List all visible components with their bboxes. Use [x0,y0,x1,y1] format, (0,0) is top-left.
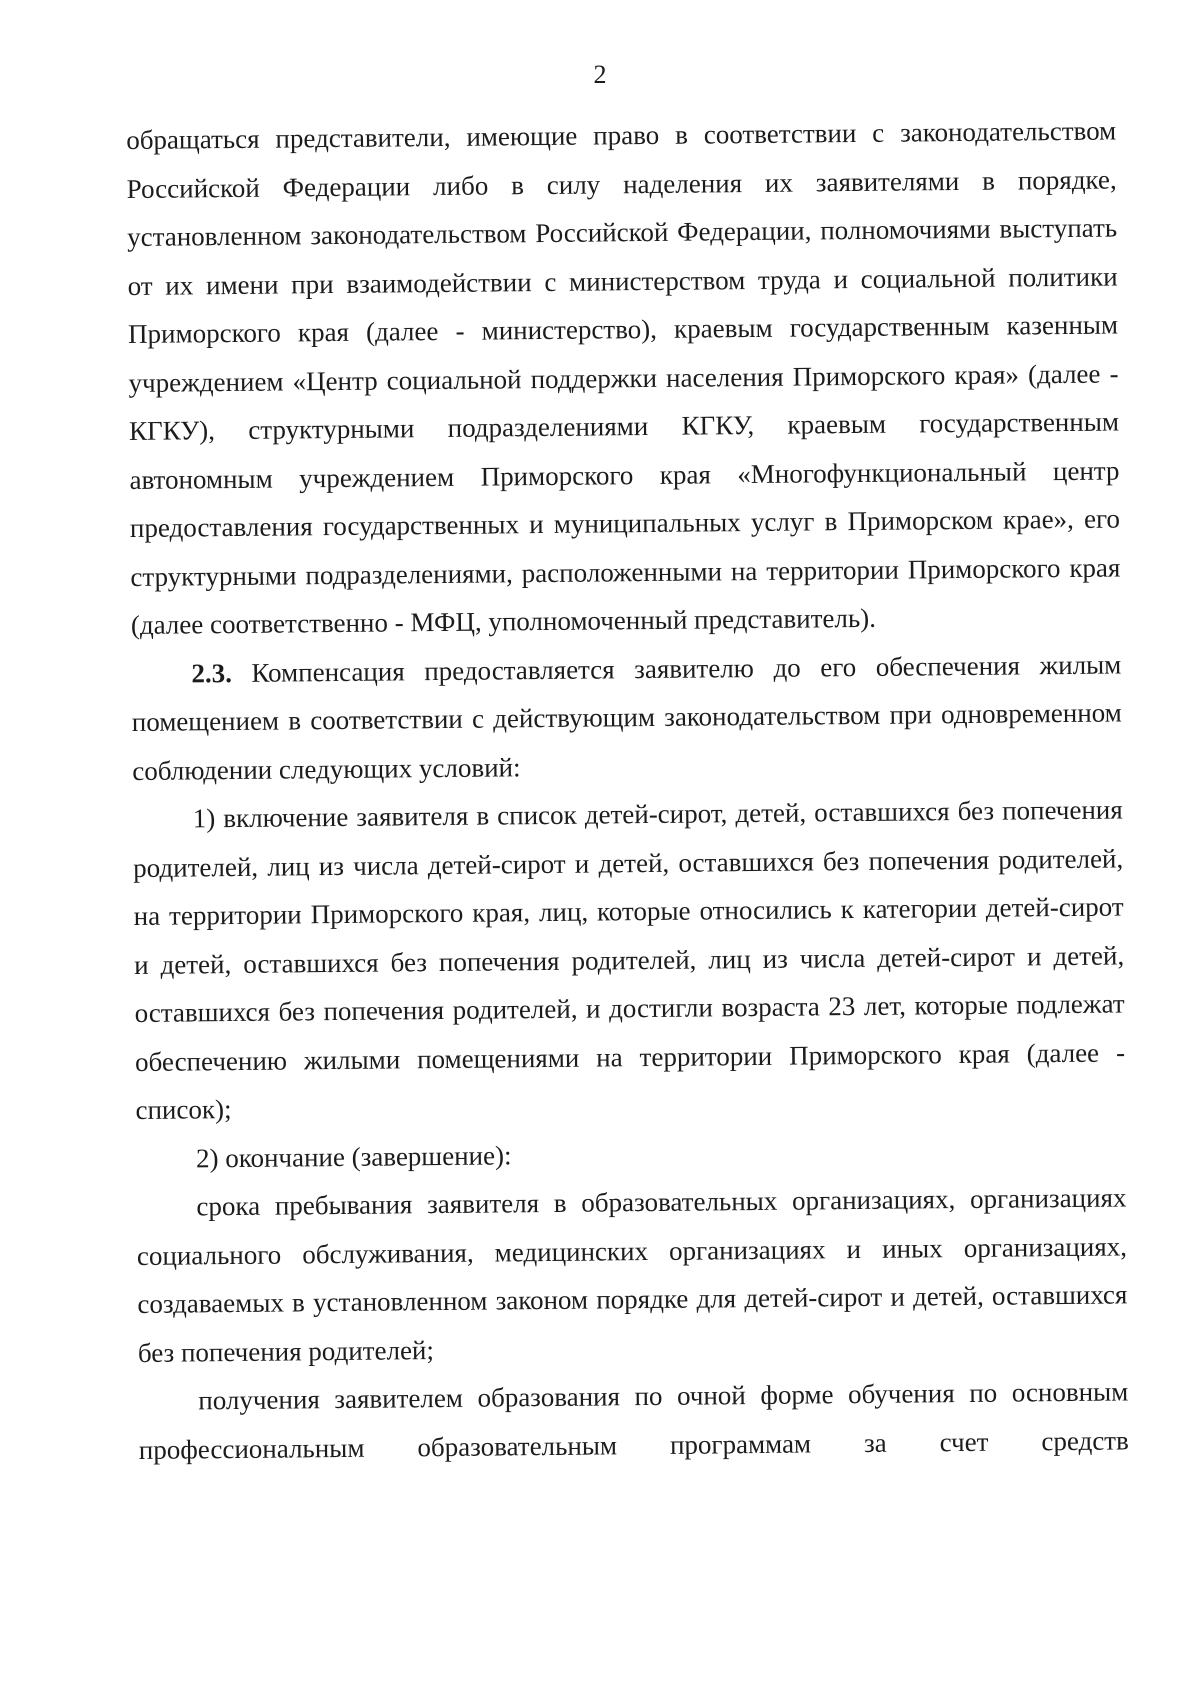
clause-text: Компенсация предоставляется заявителю до его обеспечения жилым помещением в соответствии с действующим законодательством при одновременном соблюдении следующих условий: [131,648,1122,786]
paragraph-education: получения заявителем образования по очной форме обучения по основным профессиональным образовательным программам за счет средств [138,1376,1129,1465]
clause-number: 2.3. [191,657,232,688]
paragraph-2-3 [131,640,1122,795]
paragraph-representatives: обращаться представители, имеющие право в соответствии с законодательством Российской Федерации либо в силу наделения их заявителями в порядке, установленном законодательством Российской Федерации, полномочиями выступать от их имени при взаимодействии с министерством труда и социальной политики Приморского края (далее - министерство), краевым государственным казенным учреждением «Центр социальной поддержки населения Приморского края» (далее - КГКУ), структурными подразделениями КГКУ, краевым государственным автономным учреждением Приморского края «Многофункциональный центр предоставления государственных и муниципальных услуг в Приморском крае», его структурными подразделениями, расположенными на территории Приморского края (далее соответственно - МФЦ, уполномоченный представитель). [126,115,1121,640]
paragraph-stay-term: срока пребывания заявителя в образовательных организациях, организациях социального обслуживания, медицинских организациях и иных организациях, создаваемых в установленном законом порядке для детей-сирот и детей, оставшихся без попечения родителей; [136,1182,1128,1368]
paragraph-condition-1: 1) включение заявителя в список детей-сирот, детей, оставшихся без попечения родителей, лиц из числа детей-сирот и детей, оставшихся без попечения родителей, на территории Приморского края, лиц, которые относились к категории детей-сирот и детей, оставшихся без попечения родителей, лиц из числа детей-сирот и детей, оставшихся без попечения родителей, и достигли возраста 23 лет, которые подлежат обеспечению жилыми помещениями на территории Приморского края (далее - список); [133,794,1126,1125]
page-number: 2 [593,60,607,89]
document-body [126,106,1129,1473]
paragraph-condition-2: 2) окончание (завершение): [195,1139,512,1173]
